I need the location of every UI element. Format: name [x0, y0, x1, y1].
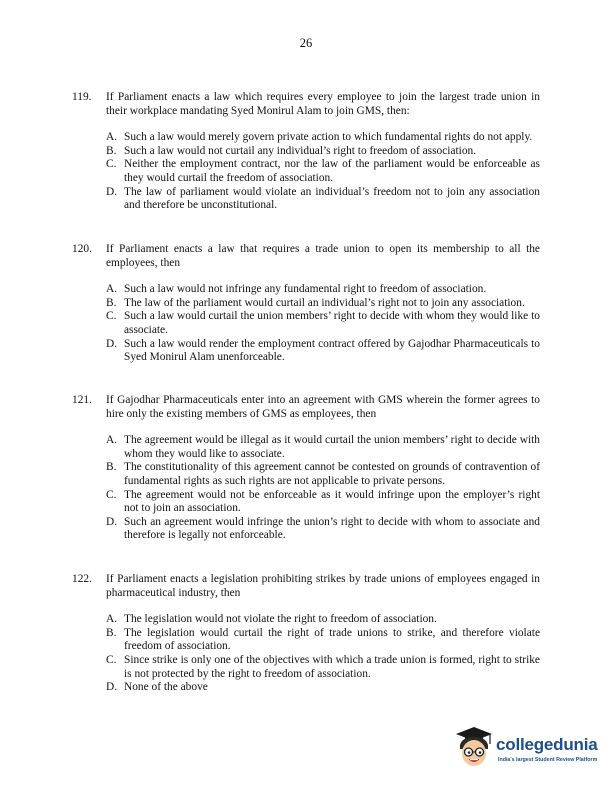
mascot-icon	[452, 725, 494, 771]
question-number: 119.	[72, 91, 92, 103]
option-letter: C.	[106, 653, 117, 666]
option-letter: B.	[106, 296, 117, 309]
option-letter: D.	[106, 681, 118, 694]
question-text: If Parliament enacts a law which requires every employee to join the largest trade union in their workplace mandating Syed Monirul Alam to join GMS, then:	[106, 91, 540, 117]
option-a	[106, 434, 540, 461]
option-text: Such a law would not curtail any individual’s right to freedom of association.	[124, 144, 477, 157]
option-text: Since strike is only one of the objectives with which a trade union is formed, right to strike is not protected by the right to freedom of association.	[124, 653, 540, 680]
option-d	[106, 338, 540, 365]
option-letter: D.	[106, 515, 118, 528]
logo-name: collegedunia	[496, 735, 598, 754]
option-letter: C.	[106, 310, 117, 323]
question-121	[72, 394, 540, 543]
option-text: Such a law would merely govern private action to which fundamental rights do not apply.	[124, 131, 533, 144]
option-c	[106, 310, 540, 337]
option-text: The agreement would not be enforceable as it would infringe upon the employer’s right not to join an association.	[124, 488, 540, 515]
option-c	[106, 489, 540, 516]
question-number: 121.	[72, 394, 92, 406]
option-b	[106, 145, 540, 159]
option-b	[106, 627, 540, 654]
option-letter: A.	[106, 613, 118, 626]
option-text: The constitutionality of this agreement cannot be contested on grounds of contravention of fundamental rights as such rights are not applicable to private persons.	[124, 461, 540, 487]
option-c	[106, 158, 540, 185]
option-letter: B.	[106, 144, 117, 157]
options-list	[72, 131, 540, 213]
option-text: Such a law would render the employment contract offered by Gajodhar Pharmaceuticals to Syed Monirul Alam unenforceable.	[124, 337, 540, 364]
option-b	[106, 461, 540, 488]
option-letter: C.	[106, 488, 117, 501]
option-text: The legislation would not violate the right to freedom of association.	[124, 613, 437, 626]
option-text: The legislation would curtail the right of trade unions to strike, and therefore violate freedom of association.	[124, 626, 540, 653]
option-a	[106, 283, 540, 297]
page-number: 26	[299, 36, 313, 50]
options-list	[72, 434, 540, 543]
question-119	[72, 91, 540, 213]
option-text: None of the above	[124, 681, 208, 694]
option-d	[106, 516, 540, 543]
option-text: The law of parliament would violate an individual’s freedom not to join any association and therefore be unconstitutional.	[124, 185, 540, 212]
option-c	[106, 654, 540, 681]
option-text: Such a law would curtail the union members’ right to decide with whom they would like to associate.	[124, 310, 540, 336]
question-text: If Gajodhar Pharmaceuticals enter into an agreement with GMS wherein the former agrees to hire only the existing members of GMS as employees, then	[106, 394, 540, 420]
question-number: 122.	[72, 573, 92, 585]
option-text: Neither the employment contract, nor the law of the parliament would be enforceable as they would curtail the freedom of association.	[124, 158, 540, 184]
option-text: The agreement would be illegal as it would curtail the union members’ right to decide with whom they would like to associate.	[124, 434, 540, 460]
options-list	[72, 283, 540, 365]
option-letter: D.	[106, 185, 118, 198]
question-number: 120.	[72, 243, 92, 255]
option-text: The law of the parliament would curtail an individual’s right not to join any association.	[124, 296, 525, 309]
question-122	[72, 573, 540, 695]
collegedunia-logo	[452, 725, 602, 775]
option-a	[106, 131, 540, 145]
option-letter: C.	[106, 158, 117, 171]
logo-tagline: India's largest Student Review Platform	[498, 757, 598, 763]
option-letter: A.	[106, 283, 118, 296]
options-list	[72, 613, 540, 695]
option-b	[106, 297, 540, 311]
question-120	[72, 243, 540, 365]
option-letter: B.	[106, 626, 117, 639]
option-text: Such an agreement would infringe the union’s right to decide with whom to associate and therefore is legally not enforceable.	[124, 515, 540, 542]
question-text: If Parliament enacts a law that requires a trade union to open its membership to all the employees, then	[106, 243, 540, 269]
option-text: Such a law would not infringe any fundamental right to freedom of association.	[124, 283, 487, 296]
option-letter: A.	[106, 434, 118, 447]
option-letter: D.	[106, 337, 118, 350]
option-letter: A.	[106, 131, 118, 144]
option-d	[106, 186, 540, 213]
option-d	[106, 681, 540, 695]
option-letter: B.	[106, 461, 117, 474]
option-a	[106, 613, 540, 627]
question-text: If Parliament enacts a legislation prohibiting strikes by trade unions of employees engaged in pharmaceutical industry, then	[106, 573, 540, 599]
